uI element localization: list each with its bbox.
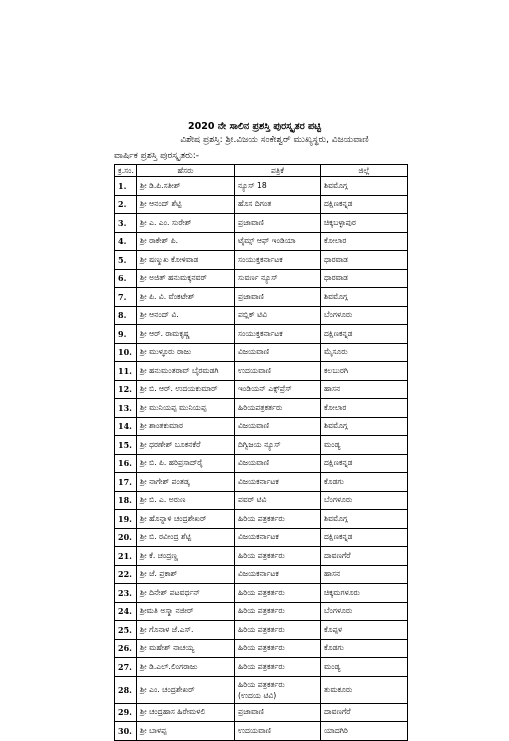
table-row [115,214,408,233]
cell-paper: ಹಿರಿಯ ಪತ್ರಕರ್ತರು [235,547,321,566]
cell-paper: ಟೈಮ್ಸ್ ಆಫ್ ಇಂಡಿಯಾ [235,232,321,251]
cell-serial: 10. [115,343,137,362]
cell-name: ಶ್ರೀ ಡಿ.ಪಿ.ಸತೀಶ್ [137,177,235,196]
awardees-table [114,164,408,741]
cell-district: ಧಾರವಾಡ [321,251,408,270]
table-row [115,417,408,436]
table-row [115,491,408,510]
cell-name: ಶ್ರೀ ಚಂದ್ರಹಾಸ ಹಿರೇಮಳಲಿ [137,703,235,722]
table-row [115,362,408,381]
cell-district: ಶಿವಮೊಗ್ಗ [321,417,408,436]
cell-serial: 7. [115,288,137,307]
table-row [115,584,408,603]
cell-name: ಶ್ರೀ ಬಿ. ಎ. ಅರುಣ [137,491,235,510]
table-row [115,676,408,703]
cell-name: ಶ್ರೀ ಕೆ. ಚಂದ್ರಣ್ಣ [137,547,235,566]
cell-district: ದಾವಣಗೆರೆ [321,703,408,722]
table-row [115,399,408,418]
header-paper: ಪತ್ರಿಕೆ [235,165,321,177]
cell-paper: ಹಿರಿಯ ಪತ್ರಕರ್ತರು [235,584,321,603]
cell-district: ಮಂಡ್ಯ [321,436,408,455]
annual-award-heading: ವಾರ್ಷಿಕ ಪ್ರಶಸ್ತಿ ಪುರಸ್ಕೃತರು:- [114,151,200,161]
cell-district: ಯಾದಗಿರಿ [321,722,408,741]
cell-name: ಶ್ರೀ ಹೊನ್ನಾಳಿ ಚಂದ್ರಶೇಖರ್ [137,510,235,529]
table-header-row [115,165,408,177]
cell-paper: ವಿಜಯವಾಣಿ [235,454,321,473]
cell-paper: ಪವರ್ ಟಿವಿ [235,491,321,510]
cell-serial: 30. [115,722,137,741]
cell-paper-line2: (ಉದಯ ಟಿವಿ) [238,690,277,700]
cell-paper: ವಿಜಯವಾಣಿ [235,343,321,362]
cell-serial: 22. [115,565,137,584]
cell-paper: ವಿಜಯಕರ್ನಾಟಕ [235,473,321,492]
cell-paper: ಹಿರಿಯ ಪತ್ರಕರ್ತರು [235,639,321,658]
cell-name: ಶ್ರೀ ಪಿ. ವಿ. ವೆಂಕಟೇಶ್ [137,288,235,307]
cell-district: ಚಿಕ್ಕಬಳ್ಳಾಪುರ [321,214,408,233]
cell-name: ಶ್ರೀ ದಿನೇಶ್ ಪಟವರ್ಧನ್ [137,584,235,603]
cell-name: ಶ್ರೀ ಎ. ಎಂ. ಸುರೇಶ್ [137,214,235,233]
cell-name: ಶ್ರೀ ನಾಗೇಶ್ ಪಂತಡ್ಕ [137,473,235,492]
cell-name: ಶ್ರೀ ಶಾಂತಕುಮಾರ [137,417,235,436]
cell-paper: ವಿಜಯಕರ್ನಾಟಕ [235,528,321,547]
cell-district: ದಾವಣಗೆರೆ [321,547,408,566]
table-row [115,325,408,344]
header-district: ಜಿಲ್ಲೆ [321,165,408,177]
cell-district: ದಕ್ಷಿಣಕನ್ನಡ [321,195,408,214]
cell-paper: ಉದಯವಾಣಿ [235,362,321,381]
page-title: 2020 ನೇ ಸಾಲಿನ ಪ್ರಶಸ್ತಿ ಪುರಸ್ಕೃತರ ಪಟ್ಟಿ [187,121,322,132]
cell-district: ಕೊಡಗು [321,639,408,658]
cell-serial: 3. [115,214,137,233]
cell-paper: ಇಂಡಿಯನ್ ಎಕ್ಸ್‌ಪ್ರೆಸ್ [235,380,321,399]
cell-serial: 1. [115,177,137,196]
cell-district: ಶಿವಮೊಗ್ಗ [321,177,408,196]
header-name: ಹೆಸರು [137,165,235,177]
cell-paper: ಪ್ರಜಾವಾಣಿ [235,703,321,722]
cell-serial: 25. [115,621,137,640]
cell-serial: 20. [115,528,137,547]
cell-serial: 8. [115,306,137,325]
cell-district: ಕೊಪ್ಪಳ [321,621,408,640]
cell-serial: 24. [115,602,137,621]
cell-paper: ಸುವರ್ಣ ನ್ಯೂಸ್ [235,269,321,288]
cell-paper: ವಿಜಯವಾಣಿ [235,417,321,436]
cell-name: ಶ್ರೀ ಬಿ. ಆರ್. ಉದಯಕುಮಾರ್ [137,380,235,399]
table-row [115,621,408,640]
cell-serial: 26. [115,639,137,658]
cell-district: ಧಾರವಾಡ [321,269,408,288]
cell-name: ಶ್ರೀ ಅಜಿತ್ ಹನುಮಕ್ಕನವರ್ [137,269,235,288]
cell-serial: 29. [115,703,137,722]
cell-name: ಶ್ರೀ ಹನುಮಂತರಾವ್ ಬೈರಮಡಗಿ [137,362,235,381]
cell-name: ಶ್ರೀ ರಾಕೇಶ್ ಪಿ. [137,232,235,251]
cell-serial: 12. [115,380,137,399]
cell-district: ಹಾಸನ [321,565,408,584]
table-row [115,306,408,325]
table-row [115,565,408,584]
cell-name: ಶ್ರೀ ಆನಂದ್ ವಿ. [137,306,235,325]
table-row [115,195,408,214]
table-row [115,436,408,455]
table-row [115,380,408,399]
cell-district: ಮೈಸೂರು [321,343,408,362]
cell-serial: 14. [115,417,137,436]
table-row [115,722,408,741]
cell-name: ಶ್ರೀ ಎಂ. ಚಂದ್ರಶೇಖರ್ [137,676,235,703]
cell-district: ಕೋಲಾರ [321,232,408,251]
special-award-line: ವಿಶೇಷ ಪ್ರಶಸ್ತಿ: ಶ್ರೀ.ವಿಜಯ ಸಂಕೇಶ್ವರ್ ಮುಖ್ಯಸ್ಥರು, ವಿಜಯವಾಣಿ [180,135,369,145]
cell-serial: 15. [115,436,137,455]
table-row [115,658,408,677]
cell-district: ಚಿಕ್ಕಮಗಳೂರು [321,584,408,603]
cell-paper: ಹಿರಿಯಪತ್ರಕರ್ತರು [235,399,321,418]
cell-district: ಬೆಂಗಳೂರು [321,306,408,325]
cell-paper: ದಿಗ್ವಿಜಯ ನ್ಯೂಸ್ [235,436,321,455]
cell-serial: 11. [115,362,137,381]
cell-paper: ನ್ಯೂಸ್ 18 [235,177,321,196]
cell-paper: ಪಬ್ಲಿಕ್ ಟಿವಿ [235,306,321,325]
table-row [115,703,408,722]
cell-paper: ಹಿರಿಯ ಪತ್ರಕರ್ತರು [235,602,321,621]
cell-serial: 6. [115,269,137,288]
cell-paper: ವಿಜಯಕರ್ನಾಟಕ [235,565,321,584]
cell-name: ಶ್ರೀಮತಿ ಅಸ್ಮಾ ನಜೀರ್ [137,602,235,621]
table-row [115,343,408,362]
cell-name: ಶ್ರೀ ಬಾಳಪ್ಪ [137,722,235,741]
cell-district: ಕಲಬುರಗಿ [321,362,408,381]
cell-district: ಕೋಲಾರ [321,399,408,418]
cell-district: ದಕ್ಷಿಣಕನ್ನಡ [321,454,408,473]
cell-name: ಶ್ರೀ ಬಿ. ರವೀಂದ್ರ ಶೆಟ್ಟಿ [137,528,235,547]
cell-serial: 13. [115,399,137,418]
cell-serial: 21. [115,547,137,566]
cell-serial: 17. [115,473,137,492]
cell-paper: ಹೊಸ ದಿಗಂತ [235,195,321,214]
cell-district: ದಕ್ಷಿಣಕನ್ನಡ [321,325,408,344]
table-row [115,454,408,473]
cell-district: ಹಾಸನ [321,380,408,399]
cell-name: ಶ್ರೀ ಬಿ. ಪಿ. ಹರಿಪ್ರಸಾದ್‌ರೈ [137,454,235,473]
cell-paper: ಹಿರಿಯ ಪತ್ರಕರ್ತರು [235,621,321,640]
table-row [115,269,408,288]
cell-district: ಕೊಡಗು [321,473,408,492]
table-row [115,602,408,621]
cell-name: ಶ್ರೀ ಗೊನಾಳ ಜೆ.ಎಸ್. [137,621,235,640]
cell-serial: 18. [115,491,137,510]
table-row [115,547,408,566]
cell-district: ಬೆಂಗಳೂರು [321,602,408,621]
header-serial: ಕ್ರ.ಸಂ. [115,165,137,177]
cell-paper [235,676,321,703]
cell-paper: ಹಿರಿಯ ಪತ್ರಕರ್ತರು [235,510,321,529]
cell-name: ಶ್ರೀ ಮಹೇಶ್ ನಾಚಯ್ಯ [137,639,235,658]
cell-name: ಶ್ರೀ ಜೆ. ಪ್ರಕಾಶ್ [137,565,235,584]
table-row [115,288,408,307]
cell-district: ದಕ್ಷಿಣಕನ್ನಡ [321,528,408,547]
cell-paper: ಹಿರಿಯ ಪತ್ರಕರ್ತರು [235,658,321,677]
cell-district: ಮಂಡ್ಯ [321,658,408,677]
cell-paper: ಪ್ರಜಾವಾಣಿ [235,288,321,307]
table-row [115,473,408,492]
cell-district: ಬೆಂಗಳೂರು [321,491,408,510]
cell-serial: 27. [115,658,137,677]
cell-serial: 16. [115,454,137,473]
cell-serial: 4. [115,232,137,251]
cell-paper: ಸಂಯುಕ್ತಕರ್ನಾಟಕ [235,325,321,344]
table-row [115,232,408,251]
cell-name: ಶ್ರೀ ಷಣ್ಮುಖ ಕೋಳಿವಾಡ [137,251,235,270]
cell-paper: ಉದಯವಾಣಿ [235,722,321,741]
cell-serial: 23. [115,584,137,603]
table-row [115,639,408,658]
cell-serial: 5. [115,251,137,270]
cell-name: ಶ್ರೀ ಮುನಿಯಪ್ಪ ಮುನಿಯಪ್ಪ [137,399,235,418]
cell-name: ಶ್ರೀ ಆನಂದ್ ಶೆಟ್ಟಿ [137,195,235,214]
cell-serial: 19. [115,510,137,529]
table-row [115,510,408,529]
cell-name: ಶ್ರೀ ಮುಳ್ಳೂರು ರಾಜು [137,343,235,362]
cell-name: ಶ್ರೀ ಧರಣೇಶ್ ಬೂಕನಕೆರೆ [137,436,235,455]
cell-paper: ಪ್ರಜಾವಾಣಿ [235,214,321,233]
cell-name: ಶ್ರೀ ಆರ್. ರಾಮಕೃಷ್ಣ [137,325,235,344]
cell-serial: 2. [115,195,137,214]
cell-serial: 28. [115,676,137,703]
table-row [115,177,408,196]
cell-district: ಶಿವಮೊಗ್ಗ [321,288,408,307]
cell-name: ಶ್ರೀ ಡಿ.ಎಲ್.ಲಿಂಗರಾಜು [137,658,235,677]
cell-district: ತುಮಕೂರು [321,676,408,703]
cell-serial: 9. [115,325,137,344]
cell-paper-line1: ಹಿರಿಯ ಪತ್ರಕರ್ತರು [238,679,285,689]
table-row [115,251,408,270]
table-row [115,528,408,547]
cell-district: ಶಿವಮೊಗ್ಗ [321,510,408,529]
cell-paper: ಸಂಯುಕ್ತಕರ್ನಾಟಕ [235,251,321,270]
